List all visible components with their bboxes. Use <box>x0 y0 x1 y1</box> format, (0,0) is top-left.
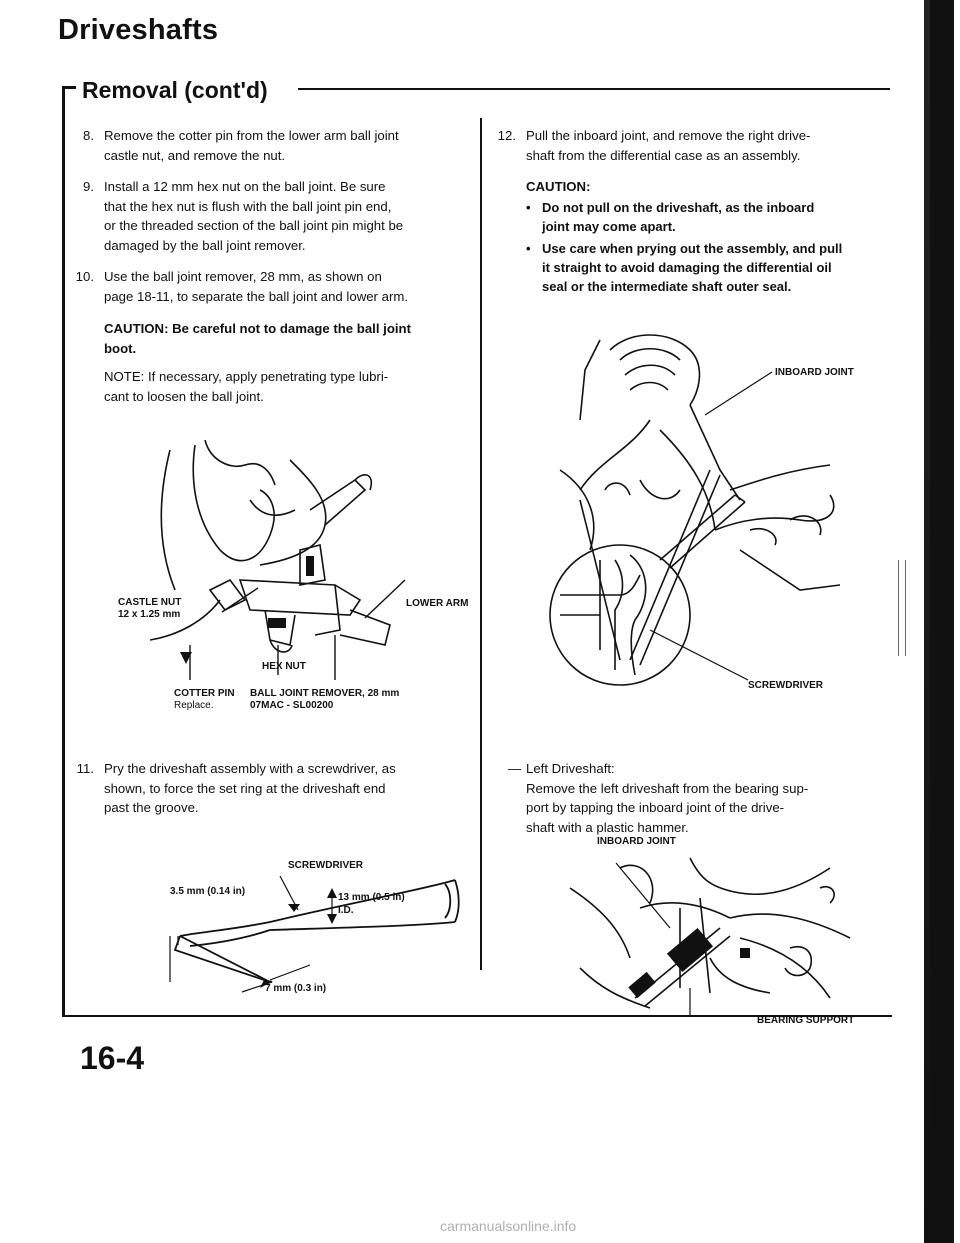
label-remover-part: 07MAC - SL00200 <box>250 700 334 711</box>
step-line: shown, to force the set ring at the driveshaft end <box>104 780 386 796</box>
label-dim-id: I.D. <box>338 905 354 916</box>
title-rule <box>298 88 890 90</box>
step-number: 10. <box>75 269 94 284</box>
page-title: Driveshafts <box>58 14 219 46</box>
step-line: that the hex nut is flush with the ball joint pin end, <box>104 198 392 214</box>
step-line: Install a 12 mm hex nut on the ball joint. Be sure <box>104 179 386 194</box>
label-castle-nut: CASTLE NUT <box>118 597 182 608</box>
step-number: 12. <box>497 128 516 143</box>
label-remover: BALL JOINT REMOVER, 28 mm <box>250 688 400 699</box>
bullet-line: joint may come apart. <box>542 219 676 234</box>
bearing-support-figure <box>540 848 880 1018</box>
watermark: carmanualsonline.info <box>440 1218 577 1234</box>
bullet-line: it straight to avoid damaging the differential oil <box>542 260 832 275</box>
note-10 <box>104 367 388 406</box>
section-title: Removal (cont'd) <box>82 77 268 103</box>
step-line: Pull the inboard joint, and remove the right drive- <box>526 128 811 143</box>
ball-joint-remover-figure <box>150 440 440 680</box>
step-line: page 18-11, to separate the ball joint and lower arm. <box>104 288 408 304</box>
dash: — <box>508 761 522 776</box>
step-line: shaft from the differential case as an assembly. <box>526 147 801 163</box>
label-hex-nut: HEX NUT <box>262 661 306 672</box>
instruction-line: shaft with a plastic hammer. <box>526 819 689 835</box>
page-number: 16-4 <box>80 1040 145 1076</box>
section-bracket-top <box>62 86 76 89</box>
label-cotter-replace: Replace. <box>174 700 214 711</box>
step-line: castle nut, and remove the nut. <box>104 147 286 163</box>
binding-mark <box>898 560 906 656</box>
instruction-line: Remove the left driveshaft from the bearing sup- <box>526 780 809 796</box>
bullet-line: Use care when prying out the assembly, and pull <box>542 241 843 256</box>
label-screwdriver: SCREWDRIVER <box>288 860 364 871</box>
label-screwdriver-right: SCREWDRIVER <box>748 680 824 691</box>
step-line: Pry the driveshaft assembly with a screwdriver, as <box>104 761 396 776</box>
left-driveshaft-instructions <box>508 759 888 837</box>
label-inboard-joint-lower: INBOARD JOINT <box>597 836 676 847</box>
inboard-joint-pry-figure <box>540 330 880 690</box>
step-number: 11. <box>76 761 94 776</box>
caution-label: CAUTION: <box>526 179 591 194</box>
bullet-line: Do not pull on the driveshaft, as the inboard <box>542 200 815 215</box>
label-dim-tip: 3.5 mm (0.14 in) <box>170 886 246 897</box>
label-dim-width: 7 mm (0.3 in) <box>265 983 327 994</box>
step-line: Remove the cotter pin from the lower arm ball joint <box>104 128 399 143</box>
label-bearing-support: BEARING SUPPORT <box>757 1015 855 1026</box>
note-line: cant to loosen the ball joint. <box>104 388 264 404</box>
label-inboard-joint: INBOARD JOINT <box>775 367 854 378</box>
bullet-dot: • <box>526 200 531 215</box>
note-line: NOTE: If necessary, apply penetrating type lubri- <box>104 369 389 384</box>
label-dim-bore: 13 mm (0.5 in) <box>338 892 405 903</box>
step-line: Use the ball joint remover, 28 mm, as shown on <box>104 269 382 284</box>
step-line: damaged by the ball joint remover. <box>104 237 306 253</box>
label-cotter-pin: COTTER PIN <box>174 688 235 699</box>
column-divider <box>480 118 482 970</box>
page-edge <box>930 0 954 1243</box>
label-castle-nut-size: 12 x 1.25 mm <box>118 609 181 620</box>
step-line: or the threaded section of the ball joint pin might be <box>104 218 404 233</box>
step-number: 8. <box>83 128 94 143</box>
left-driveshaft-title: Left Driveshaft: <box>526 761 615 776</box>
bullet-dot: • <box>526 241 531 256</box>
step-line: past the groove. <box>104 800 199 815</box>
caution-line: boot. <box>104 340 137 356</box>
step-number: 9. <box>83 179 94 194</box>
label-lower-arm: LOWER ARM <box>406 598 469 609</box>
caution-line: CAUTION: Be careful not to damage the ball joint <box>104 321 411 336</box>
bullet-line: seal or the intermediate shaft outer seal. <box>542 279 792 294</box>
caution-10 <box>104 319 411 358</box>
instruction-line: port by tapping the inboard joint of the drive- <box>526 800 785 815</box>
section-bracket <box>62 86 65 1016</box>
